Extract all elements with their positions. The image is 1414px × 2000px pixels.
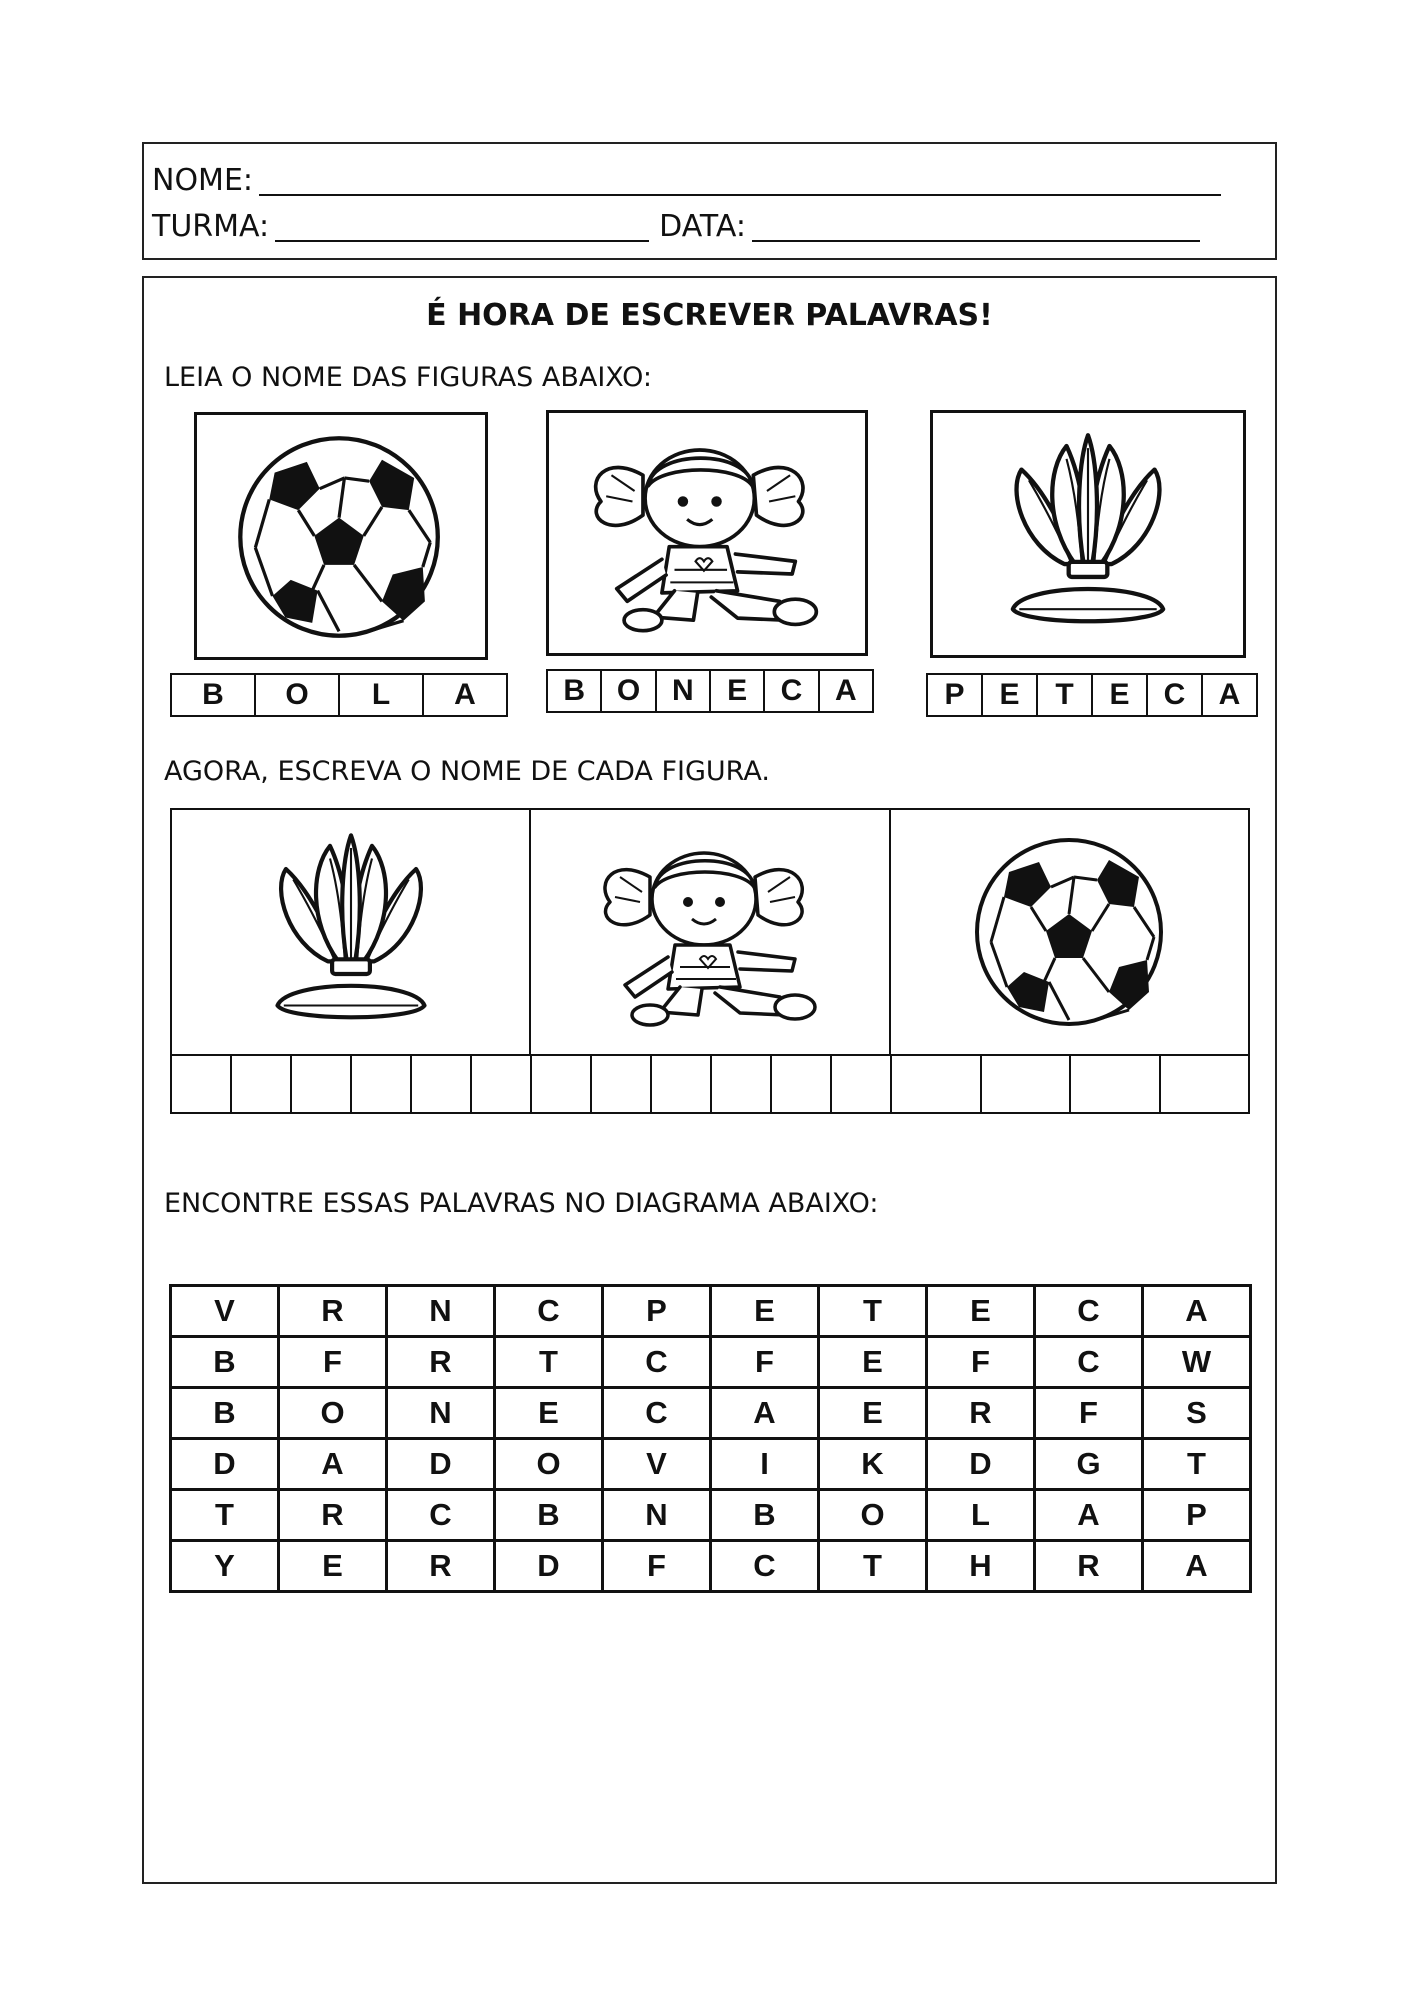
letter: C: [765, 671, 819, 711]
answer-box[interactable]: [352, 1056, 412, 1112]
answer-box[interactable]: [232, 1056, 292, 1112]
answer-box[interactable]: [772, 1056, 832, 1112]
grid-cell[interactable]: B: [171, 1388, 279, 1439]
header-box: [142, 142, 1277, 260]
grid-cell[interactable]: P: [1143, 1490, 1251, 1541]
grid-cell[interactable]: A: [711, 1388, 819, 1439]
grid-cell[interactable]: D: [495, 1541, 603, 1592]
grid-row: [171, 1337, 1251, 1388]
word-boneca: [546, 669, 874, 713]
letter: C: [1148, 675, 1203, 715]
answer-box[interactable]: [592, 1056, 652, 1112]
grid-cell[interactable]: T: [819, 1541, 927, 1592]
grid-cell[interactable]: C: [711, 1541, 819, 1592]
letter: L: [340, 675, 424, 715]
worksheet-title: É HORA DE ESCREVER PALAVRAS!: [426, 298, 993, 333]
instruction-find: ENCONTRE ESSAS PALAVRAS NO DIAGRAMA ABAIXO:: [164, 1188, 879, 1219]
answer-box[interactable]: [472, 1056, 530, 1112]
word-search-grid: [169, 1284, 1252, 1593]
grid-cell[interactable]: O: [819, 1490, 927, 1541]
grid-cell[interactable]: Y: [171, 1541, 279, 1592]
worksheet-box: [142, 276, 1277, 1884]
name-label: NOME:: [152, 163, 254, 198]
grid-cell[interactable]: E: [495, 1388, 603, 1439]
letter: O: [602, 671, 656, 711]
grid-cell[interactable]: S: [1143, 1388, 1251, 1439]
write-picture-doll: [531, 810, 890, 1054]
answer-box[interactable]: [982, 1056, 1072, 1112]
answer-boneca: [530, 1054, 892, 1114]
answer-box[interactable]: [532, 1056, 592, 1112]
grid-cell[interactable]: O: [495, 1439, 603, 1490]
grid-cell[interactable]: D: [171, 1439, 279, 1490]
grid-cell[interactable]: E: [279, 1541, 387, 1592]
letter: E: [983, 675, 1038, 715]
answer-peteca: [170, 1054, 532, 1114]
grid-cell[interactable]: E: [819, 1337, 927, 1388]
grid-cell[interactable]: C: [387, 1490, 495, 1541]
grid-cell[interactable]: F: [603, 1541, 711, 1592]
write-picture-ball: [891, 810, 1248, 1054]
grid-cell[interactable]: N: [387, 1286, 495, 1337]
grid-cell[interactable]: A: [279, 1439, 387, 1490]
letter: E: [1093, 675, 1148, 715]
letter: A: [834, 674, 857, 707]
grid-cell[interactable]: B: [495, 1490, 603, 1541]
grid-row: [171, 1490, 1251, 1541]
doll-icon: [580, 837, 840, 1027]
grid-cell[interactable]: C: [495, 1286, 603, 1337]
grid-cell[interactable]: R: [279, 1286, 387, 1337]
word-bola: [170, 673, 508, 717]
grid-cell[interactable]: A: [1143, 1286, 1251, 1337]
doll-icon: [549, 413, 865, 653]
grid-row: [171, 1541, 1251, 1592]
answer-box[interactable]: [712, 1056, 772, 1112]
grid-cell[interactable]: F: [1035, 1388, 1143, 1439]
grid-cell[interactable]: T: [171, 1490, 279, 1541]
answer-box[interactable]: [412, 1056, 472, 1112]
grid-row: [171, 1439, 1251, 1490]
word-peteca: [926, 673, 1258, 717]
shuttlecock-icon: [933, 413, 1243, 655]
grid-cell[interactable]: D: [387, 1439, 495, 1490]
grid-cell[interactable]: O: [279, 1388, 387, 1439]
grid-cell[interactable]: K: [819, 1439, 927, 1490]
class-date-row: [152, 209, 1200, 244]
class-field[interactable]: [275, 212, 649, 242]
grid-cell[interactable]: T: [1143, 1439, 1251, 1490]
grid-cell[interactable]: W: [1143, 1337, 1251, 1388]
letter: N: [657, 671, 711, 711]
grid-cell[interactable]: C: [1035, 1286, 1143, 1337]
name-field[interactable]: [259, 166, 1221, 196]
grid-cell[interactable]: B: [711, 1490, 819, 1541]
grid-cell[interactable]: B: [171, 1337, 279, 1388]
answer-box[interactable]: [1071, 1056, 1161, 1112]
letter: O: [256, 675, 340, 715]
date-label: DATA:: [659, 209, 746, 244]
write-picture-peteca: [172, 810, 531, 1054]
grid-cell[interactable]: R: [279, 1490, 387, 1541]
grid-cell[interactable]: R: [1035, 1541, 1143, 1592]
shuttlecock-icon: [246, 827, 456, 1037]
grid-cell[interactable]: R: [927, 1388, 1035, 1439]
grid-cell[interactable]: F: [711, 1337, 819, 1388]
grid-cell[interactable]: V: [171, 1286, 279, 1337]
letter: B: [172, 675, 256, 715]
peteca-picture: [930, 410, 1246, 658]
grid-cell[interactable]: F: [927, 1337, 1035, 1388]
write-pictures-panel: [170, 808, 1250, 1056]
grid-row: [171, 1286, 1251, 1337]
grid-cell[interactable]: D: [927, 1439, 1035, 1490]
write-answer-boxes: [170, 1054, 1250, 1114]
soccer-ball-icon: [197, 415, 485, 657]
date-field[interactable]: [752, 212, 1200, 242]
grid-cell[interactable]: R: [387, 1541, 495, 1592]
grid-cell[interactable]: C: [1035, 1337, 1143, 1388]
name-row: [152, 163, 1221, 198]
answer-box[interactable]: [172, 1056, 232, 1112]
grid-cell[interactable]: I: [711, 1439, 819, 1490]
grid-cell[interactable]: H: [927, 1541, 1035, 1592]
grid-cell[interactable]: C: [603, 1388, 711, 1439]
grid-cell[interactable]: A: [1143, 1541, 1251, 1592]
grid-cell[interactable]: N: [603, 1490, 711, 1541]
grid-cell[interactable]: C: [603, 1337, 711, 1388]
answer-bola: [890, 1054, 1250, 1114]
grid-cell[interactable]: P: [603, 1286, 711, 1337]
grid-cell[interactable]: E: [711, 1286, 819, 1337]
doll-picture: [546, 410, 868, 656]
grid-cell[interactable]: A: [1035, 1490, 1143, 1541]
answer-box[interactable]: [652, 1056, 712, 1112]
grid-cell[interactable]: T: [495, 1337, 603, 1388]
grid-cell[interactable]: N: [387, 1388, 495, 1439]
answer-box[interactable]: [832, 1056, 890, 1112]
instruction-read: LEIA O NOME DAS FIGURAS ABAIXO:: [164, 362, 652, 393]
instruction-write: AGORA, ESCREVA O NOME DE CADA FIGURA.: [164, 756, 770, 787]
grid-cell[interactable]: T: [819, 1286, 927, 1337]
grid-cell[interactable]: V: [603, 1439, 711, 1490]
answer-box[interactable]: [1161, 1056, 1249, 1112]
grid-cell[interactable]: E: [819, 1388, 927, 1439]
letter: B: [548, 671, 602, 711]
grid-cell[interactable]: G: [1035, 1439, 1143, 1490]
ball-picture: [194, 412, 488, 660]
letter: A: [454, 678, 476, 711]
grid-cell[interactable]: L: [927, 1490, 1035, 1541]
soccer-ball-icon: [954, 832, 1184, 1032]
answer-box[interactable]: [892, 1056, 982, 1112]
letter: T: [1038, 675, 1093, 715]
answer-box[interactable]: [292, 1056, 352, 1112]
grid-cell[interactable]: F: [279, 1337, 387, 1388]
letter: E: [711, 671, 765, 711]
letter: P: [928, 675, 983, 715]
grid-cell[interactable]: E: [927, 1286, 1035, 1337]
grid-row: [171, 1388, 1251, 1439]
letter: A: [1218, 678, 1241, 711]
class-label: TURMA:: [152, 209, 270, 244]
grid-cell[interactable]: R: [387, 1337, 495, 1388]
